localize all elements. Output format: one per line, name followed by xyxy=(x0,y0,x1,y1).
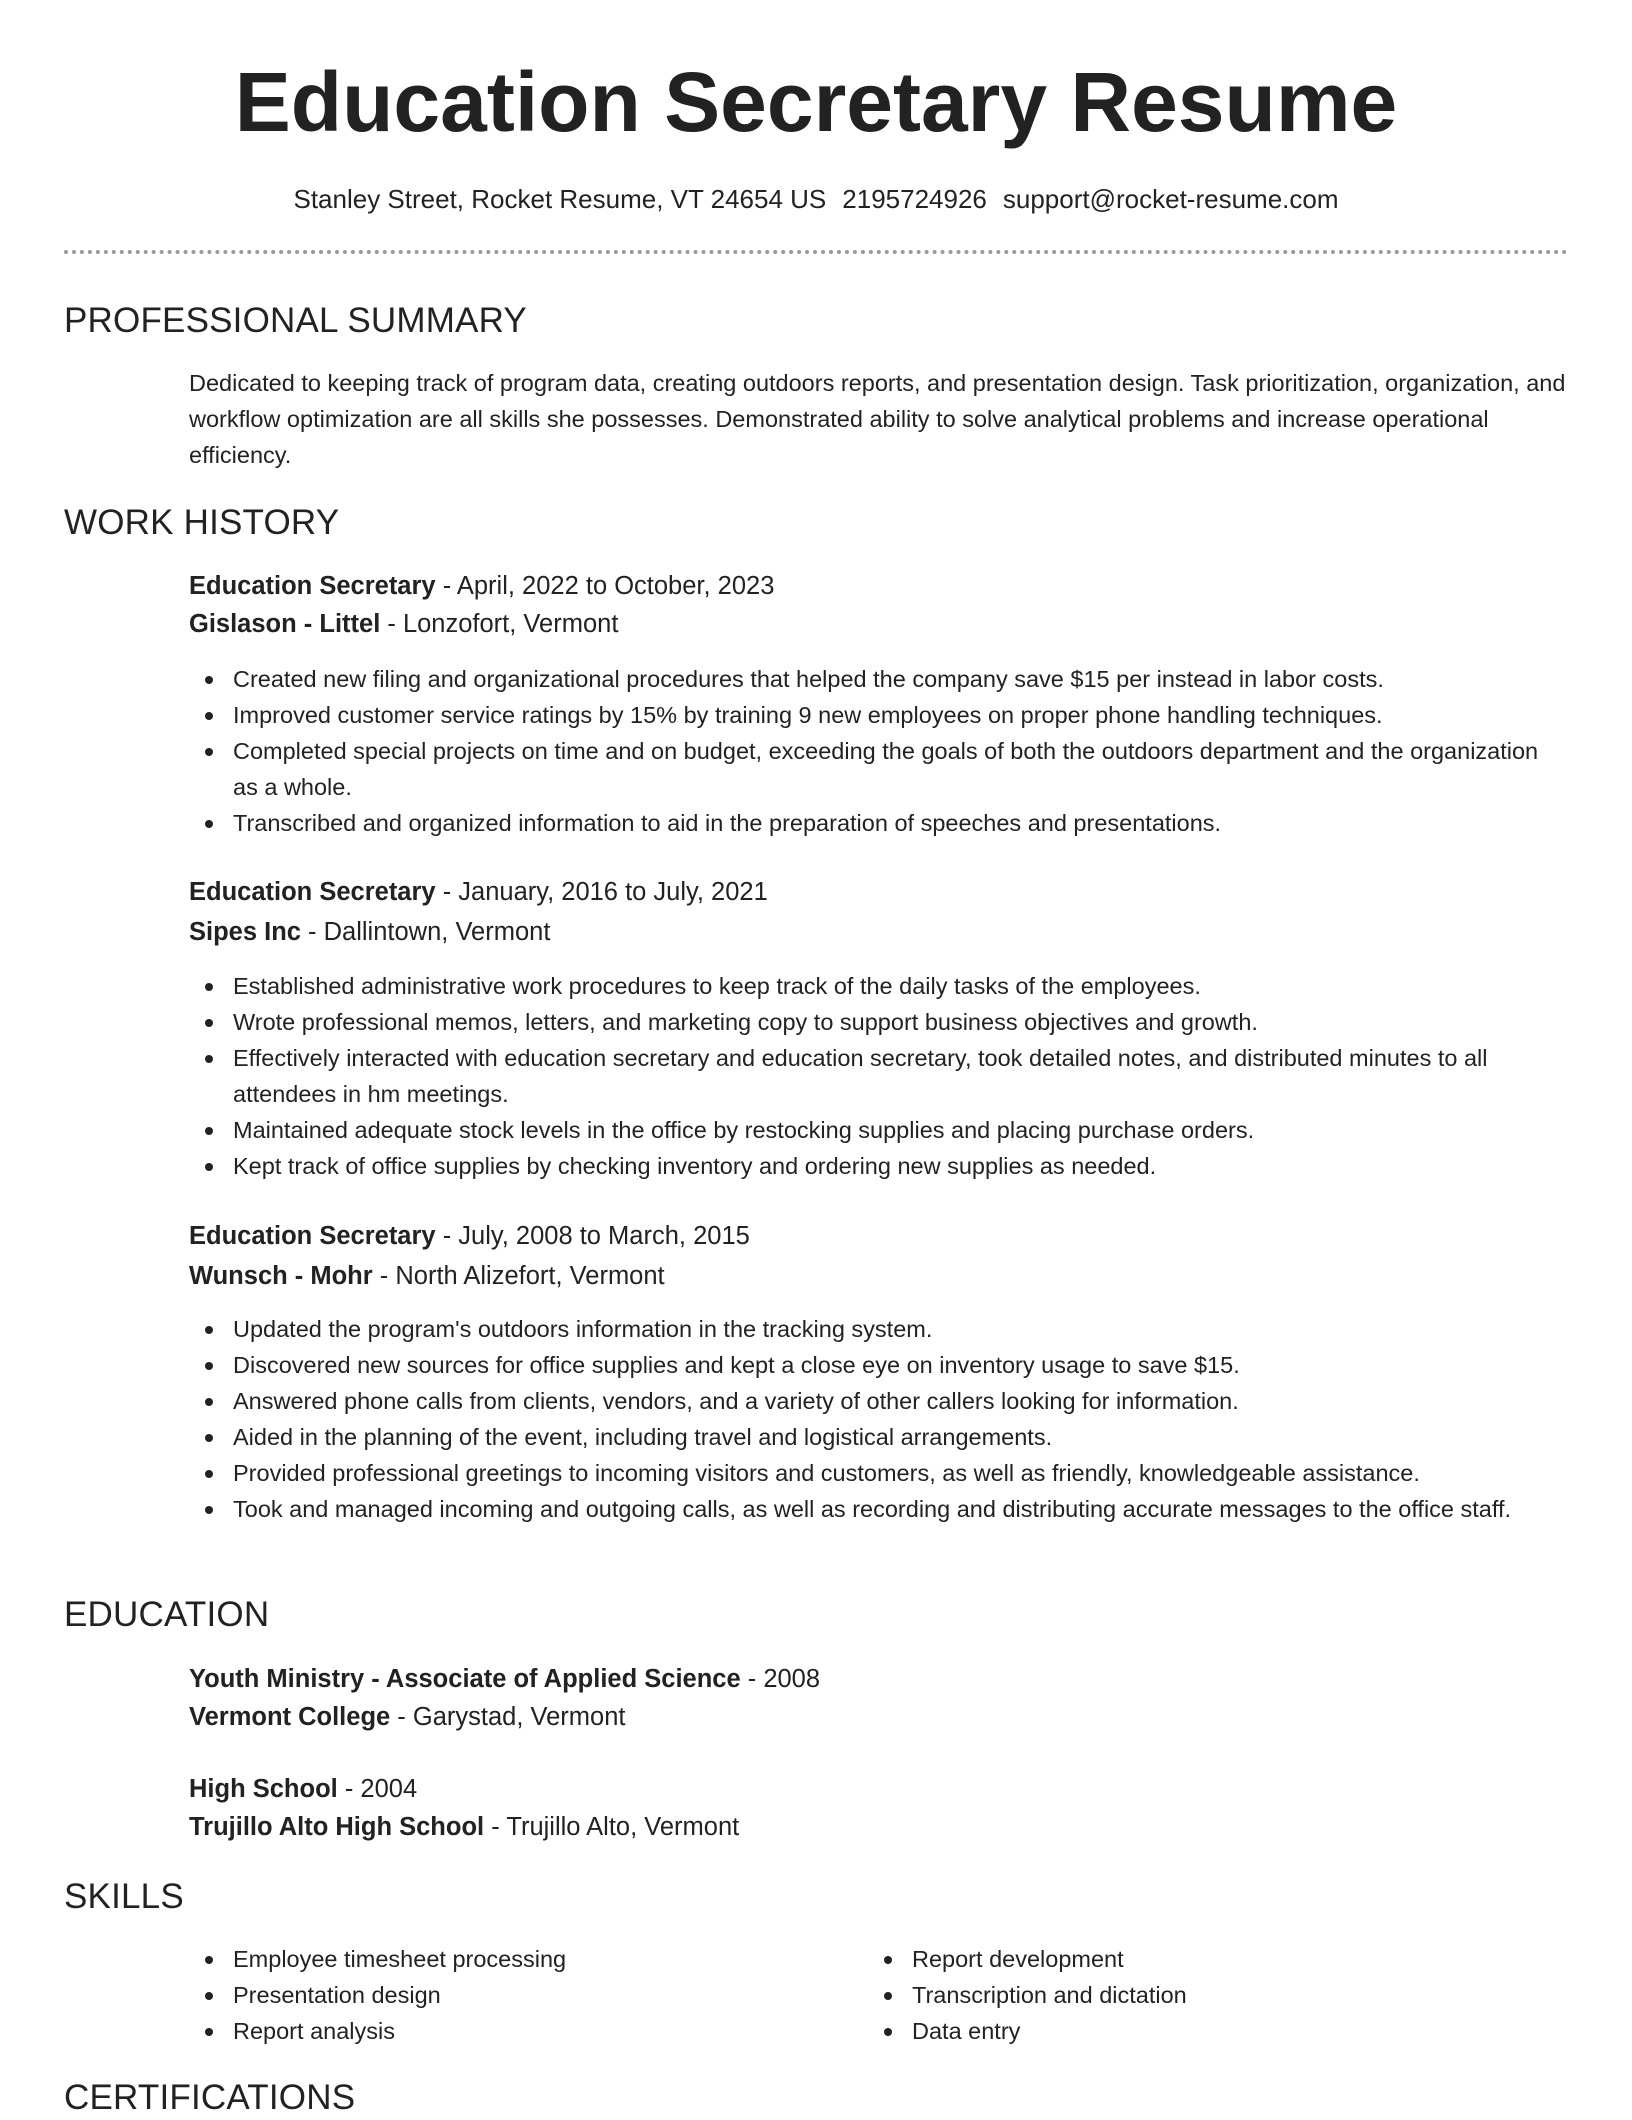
list-item: Discovered new sources for office supplies and kept a close eye on inventory usage to save $15. xyxy=(189,1347,1569,1383)
list-item: Completed special projects on time and on budget, exceeding the goals of both the outdoors department and the organization as a whole. xyxy=(189,733,1569,805)
education-school: Trujillo Alto High School xyxy=(189,1813,485,1841)
list-item: Answered phone calls from clients, vendors, and a variety of other callers looking for information. xyxy=(189,1383,1569,1419)
job-bullets xyxy=(189,661,1569,841)
job-company: Gislason - Littel xyxy=(189,610,381,638)
list-item: Established administrative work procedures to keep track of the daily tasks of the employees. xyxy=(189,968,1569,1004)
job-bullets xyxy=(189,968,1569,1184)
education-school-line xyxy=(189,1808,739,1846)
resume-title: Education Secretary Resume xyxy=(234,55,1398,149)
education-school: Vermont College xyxy=(189,1703,391,1731)
job-company-line xyxy=(189,1257,665,1295)
list-item: Created new filing and organizational procedures that helped the company save $15 per instead in labor costs. xyxy=(189,661,1569,697)
education-location: - Trujillo Alto, Vermont xyxy=(484,1813,740,1841)
job-dates: - January, 2016 to July, 2021 xyxy=(435,878,768,906)
list-item: Wrote professional memos, letters, and marketing copy to support business objectives and growth. xyxy=(189,1004,1569,1040)
contact-line xyxy=(0,181,1632,217)
certifications-heading: CERTIFICATIONS xyxy=(64,2078,356,2117)
job-company: Sipes Inc xyxy=(189,918,301,946)
education-heading: EDUCATION xyxy=(64,1595,270,1634)
job-title: Education Secretary xyxy=(189,878,436,906)
list-item: Effectively interacted with education secretary and education secretary, took detailed notes, and distributed minutes to all attendees in hm meetings. xyxy=(189,1040,1569,1112)
list-item: Report development xyxy=(868,1941,1632,1977)
skills-list-right xyxy=(868,1941,1632,2049)
contact-phone: 2195724926 xyxy=(842,184,987,214)
job-bullets xyxy=(189,1311,1569,1527)
job-dates: - July, 2008 to March, 2015 xyxy=(435,1222,750,1250)
header-divider xyxy=(64,250,1568,254)
education-degree: Youth Ministry - Associate of Applied Science xyxy=(189,1665,741,1693)
summary-heading: PROFESSIONAL SUMMARY xyxy=(64,301,527,340)
job-company-line xyxy=(189,605,618,643)
contact-address: Stanley Street, Rocket Resume, VT 24654 US xyxy=(293,184,827,214)
list-item: Report analysis xyxy=(189,2013,1569,2049)
list-item: Transcribed and organized information to aid in the preparation of speeches and presentations. xyxy=(189,805,1569,841)
list-item: Provided professional greetings to incoming visitors and customers, as well as friendly, knowledgeable assistance. xyxy=(189,1455,1569,1491)
list-item: Improved customer service ratings by 15% by training 9 new employees on proper phone handling techniques. xyxy=(189,697,1569,733)
education-degree-line xyxy=(189,1660,820,1698)
job-location: - Dallintown, Vermont xyxy=(300,918,551,946)
contact-email[interactable]: support@rocket-resume.com xyxy=(1002,184,1339,214)
job-title: Education Secretary xyxy=(189,1222,436,1250)
list-item: Aided in the planning of the event, including travel and logistical arrangements. xyxy=(189,1419,1569,1455)
education-degree: High School xyxy=(189,1775,338,1803)
list-item: Data entry xyxy=(868,2013,1632,2049)
education-school-line xyxy=(189,1698,625,1736)
education-degree-line xyxy=(189,1770,417,1808)
list-item: Maintained adequate stock levels in the office by restocking supplies and placing purchase orders. xyxy=(189,1112,1569,1148)
list-item: Updated the program's outdoors information in the tracking system. xyxy=(189,1311,1569,1347)
work-history-heading: WORK HISTORY xyxy=(64,503,340,542)
job-title-line xyxy=(189,873,768,911)
list-item: Employee timesheet processing xyxy=(189,1941,1569,1977)
job-company-line xyxy=(189,913,550,951)
job-dates: - April, 2022 to October, 2023 xyxy=(435,572,775,600)
list-item: Took and managed incoming and outgoing calls, as well as recording and distributing accurate messages to the office staff. xyxy=(189,1491,1569,1527)
list-item: Kept track of office supplies by checking inventory and ordering new supplies as needed. xyxy=(189,1148,1569,1184)
education-year: - 2004 xyxy=(337,1775,418,1803)
job-title-line xyxy=(189,567,774,605)
education-location: - Garystad, Vermont xyxy=(390,1703,626,1731)
education-year: - 2008 xyxy=(740,1665,821,1693)
job-title: Education Secretary xyxy=(189,572,436,600)
summary-text: Dedicated to keeping track of program data, creating outdoors reports, and presentation design. Task prioritization, organization, and workflow optimization are all skills she possesses. Demonstrated ability to solve analytical problems and increase operational efficiency. xyxy=(189,370,1566,468)
skills-heading: SKILLS xyxy=(64,1877,184,1916)
job-title-line xyxy=(189,1217,750,1255)
job-location: - Lonzofort, Vermont xyxy=(380,610,619,638)
list-item: Presentation design xyxy=(189,1977,1569,2013)
job-company: Wunsch - Mohr xyxy=(189,1262,373,1290)
list-item: Transcription and dictation xyxy=(868,1977,1632,2013)
job-location: - North Alizefort, Vermont xyxy=(372,1262,665,1290)
